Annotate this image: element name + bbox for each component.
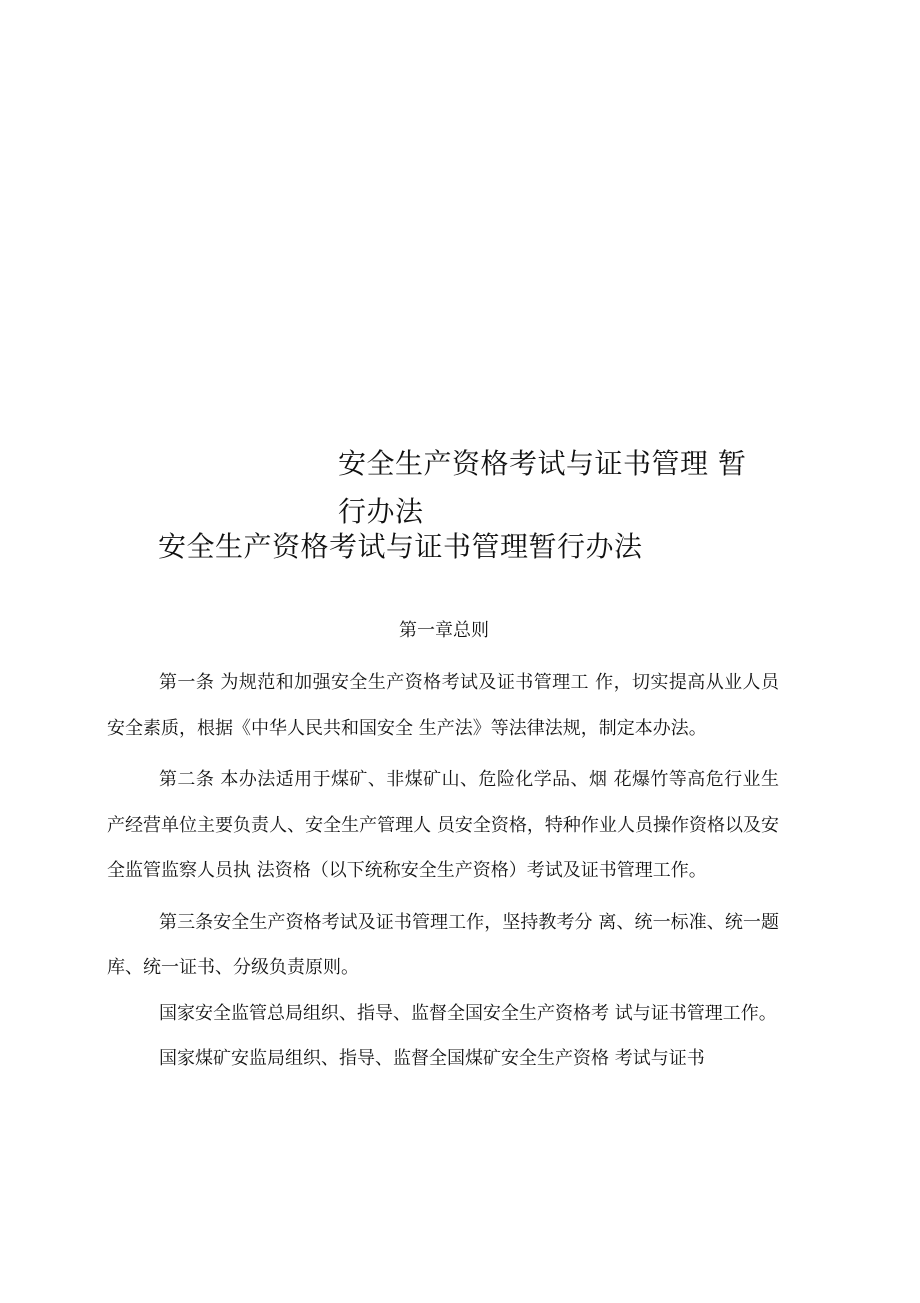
document-body: [107, 660, 779, 1082]
paragraph-state-administration: 国家安全监管总局组织、指导、监督全国安全生产资格考 试与证书管理工作。: [159, 1002, 777, 1024]
paragraph-coal-administration: 国家煤矿安监局组织、指导、监督全国煤矿安全生产资格 考试与证书: [159, 1048, 705, 1069]
paragraph-article-3: 第三条安全生产资格考试及证书管理工作，坚持教考分 离、统一标准、统一题库、统一证书、分级负责原则。: [107, 911, 779, 978]
document-title: 安全生产资格考试与证书管理暂行办法: [158, 530, 643, 563]
paragraph-article-2: 第二条 本办法适用于煤矿、非煤矿山、危险化学品、烟 花爆竹等高危行业生产经营单位主要负责人、安全生产管理人 员安全资格，特种作业人员操作资格以及安全监管监察人员执 法资格（以下统称安全生产资格）考试及证书管理工作。: [107, 769, 779, 881]
chapter-heading: 第一章总则: [399, 620, 489, 641]
document-title-wrapped: 安全生产资格考试与证书管理 暂行办法: [338, 447, 747, 528]
paragraph-article-1: 第一条 为规范和加强安全生产资格考试及证书管理工 作，切实提高从业人员安全素质，根据《中华人民共和国安全 生产法》等法律法规，制定本办法。: [107, 672, 779, 739]
